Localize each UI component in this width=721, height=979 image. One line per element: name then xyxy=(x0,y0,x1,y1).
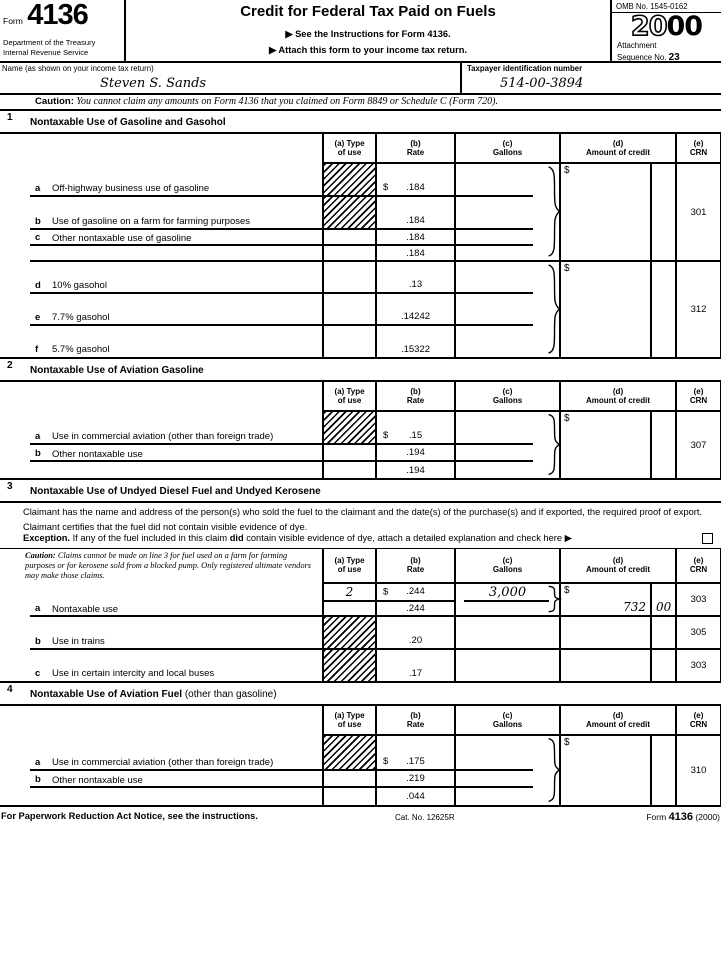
form-header xyxy=(0,0,721,63)
tin-input[interactable]: 514-00-3894 xyxy=(500,76,584,91)
name-label: Name (as shown on your income tax return) xyxy=(2,64,154,73)
instruction-line-2: ▶ Attach this form to your income tax return. xyxy=(269,45,467,55)
section2-number: 2 xyxy=(7,360,13,371)
omb-block xyxy=(610,0,721,64)
name-input[interactable]: Steven S. Sands xyxy=(100,76,207,91)
section2-amount-input[interactable]: $ xyxy=(560,411,651,478)
row-3b-crn: 305 xyxy=(676,616,721,649)
exception-text: Exception. If any of the fuel included in this claim did contain visible evidence of dye, attach a detailed explanation and check here ▶ xyxy=(23,532,572,543)
row-3a-rate2: .244 xyxy=(376,601,455,616)
section4-amount-input[interactable]: $ xyxy=(560,735,651,805)
row-1c-rate1: .184 xyxy=(376,229,455,245)
omb-number: OMB No. 1545-0162 xyxy=(612,0,721,13)
row-1c-gallons-input[interactable] xyxy=(455,229,560,245)
row-1e-rate: .14242 xyxy=(376,293,455,325)
col-header-rate: (b) Rate xyxy=(376,706,455,735)
instruction-line-1: ▶ See the Instructions for Form 4136. xyxy=(285,29,451,39)
section1-table xyxy=(0,134,721,357)
section1-heading: Nontaxable Use of Gasoline and Gasohol xyxy=(30,117,226,128)
row-3b-amount-input[interactable] xyxy=(560,616,651,649)
attachment-sequence xyxy=(612,41,721,64)
row-1a-description: a Off-highway business use of gasoline xyxy=(0,163,323,196)
section4-title xyxy=(0,681,721,706)
row-2b-description: b Other nontaxable use xyxy=(0,444,323,461)
claimant-paragraph-2: Claimant certifies that the fuel did not contain visible evidence of dye. Exception. If any of the fuel included in this claim did contain visible evidence of dye, attach a detailed explanation and check here ▶ xyxy=(23,522,716,544)
row-3a-amount-input[interactable]: $ 732 xyxy=(560,583,651,616)
col-header-type-of-use: (a) Type of use xyxy=(323,549,376,583)
col-header-amount: (d) Amount of credit xyxy=(560,706,676,735)
section4-number: 4 xyxy=(7,683,13,695)
row-1f-type-input[interactable] xyxy=(323,325,376,357)
caution-bold: Caution: xyxy=(35,96,74,107)
section1-title xyxy=(0,111,721,134)
col-header-crn: (e) CRN xyxy=(676,549,721,583)
row-4b2-gallons-input[interactable] xyxy=(455,787,560,805)
tin-field[interactable] xyxy=(460,63,721,93)
col-header-crn: (e) CRN xyxy=(676,134,721,163)
row-3a-gallons-input[interactable]: 3,000 xyxy=(455,583,560,601)
row-1c2-type-input[interactable] xyxy=(323,245,376,261)
section2-table xyxy=(0,382,721,478)
col-header-type-of-use: (a) Type of use xyxy=(323,134,376,163)
tin-label: Taxpayer identification number xyxy=(467,64,583,73)
row-2b2-gallons-input[interactable] xyxy=(455,461,560,478)
section4-crn: 310 xyxy=(676,735,721,805)
section3-table xyxy=(0,549,721,681)
col-header-type-of-use: (a) Type of use xyxy=(323,382,376,411)
section2-crn: 307 xyxy=(676,411,721,478)
row-3c-amount-input[interactable] xyxy=(560,649,651,681)
row-4b-gallons-input[interactable] xyxy=(455,770,560,787)
section4-cents-input[interactable] xyxy=(651,735,676,805)
col-header-crn: (e) CRN xyxy=(676,382,721,411)
section1-group1-cents-input[interactable] xyxy=(651,163,676,261)
row-1e-gallons-input[interactable] xyxy=(455,293,560,325)
row-1b-description: b Use of gasoline on a farm for farming purposes xyxy=(0,196,323,229)
row-1d-description: d 10% gasohol xyxy=(0,261,323,293)
header-spacer xyxy=(0,134,323,163)
col-header-type-of-use: (a) Type of use xyxy=(323,706,376,735)
year-outline: 20 xyxy=(630,11,667,42)
shaded-cell xyxy=(323,163,376,196)
row-4b2-type-input[interactable] xyxy=(323,787,376,805)
row-1e-type-input[interactable] xyxy=(323,293,376,325)
row-3c-rate: .17 xyxy=(376,649,455,681)
exception-line xyxy=(23,533,716,544)
col-header-gallons: (c) Gallons xyxy=(455,706,560,735)
row-4a-description: a Use in commercial aviation (other than foreign trade) xyxy=(0,735,323,770)
section1-group2-cents-input[interactable] xyxy=(651,261,676,357)
row-3a2-gallons-input[interactable] xyxy=(455,601,560,616)
row-2a-description: a Use in commercial aviation (other than foreign trade) xyxy=(0,411,323,444)
dept-line2: Internal Revenue Service xyxy=(3,47,89,57)
paperwork-notice: For Paperwork Reduction Act Notice, see the instructions. xyxy=(1,810,258,821)
section4-heading: Nontaxable Use of Aviation Fuel (other than gasoline) xyxy=(30,688,277,700)
row-3a2-type-input[interactable] xyxy=(323,601,376,616)
row-3b-gallons-input[interactable] xyxy=(455,616,560,649)
row-3a-cents-input[interactable]: 00 xyxy=(651,583,676,616)
row-2a-gallons-input[interactable] xyxy=(455,411,560,444)
footer-form-id: Form 4136 (2000) xyxy=(646,810,720,823)
section3-title xyxy=(0,478,721,503)
section3-number: 3 xyxy=(7,481,13,492)
shaded-cell xyxy=(323,649,376,681)
row-4b-rate2: .044 xyxy=(376,787,455,805)
section1-group1-amount-input[interactable]: $ xyxy=(560,163,651,261)
form-number-block xyxy=(0,0,126,61)
section1-group2-amount-input[interactable]: $ xyxy=(560,261,651,357)
shaded-cell xyxy=(323,411,376,444)
row-1b-gallons-input[interactable] xyxy=(455,196,560,229)
row-1d-rate: .13 xyxy=(376,261,455,293)
section3-caution-note: Caution: Claims cannot be made on line 3 for fuel used on a farm for farming purposes or for kerosene sold from a blocked pump. Only registered ultimate vendors may make those claims. xyxy=(25,550,312,581)
col-header-gallons: (c) Gallons xyxy=(455,134,560,163)
row-1a-rate: $ .184 xyxy=(376,163,455,196)
header-spacer xyxy=(0,382,323,411)
row-3a-description: a Nontaxable use xyxy=(0,601,323,616)
row-3b-description: b Use in trains xyxy=(0,616,323,649)
row-1c-type-input[interactable] xyxy=(323,229,376,245)
row-4b2-description xyxy=(0,787,323,805)
row-1a-gallons-input[interactable] xyxy=(455,163,560,196)
page-title: Credit for Federal Tax Paid on Fuels xyxy=(240,3,496,20)
form-footer xyxy=(0,807,721,825)
row-2b2-description xyxy=(0,461,323,478)
tax-year xyxy=(612,13,721,41)
row-4b-type-input[interactable] xyxy=(323,770,376,787)
section1-group1-crn: 301 xyxy=(676,163,721,261)
col-header-rate: (b) Rate xyxy=(376,549,455,583)
row-4a-rate: $ .175 xyxy=(376,735,455,770)
row-3a-crn: 303 xyxy=(676,583,721,616)
row-2b2-type-input[interactable] xyxy=(323,461,376,478)
col-header-amount: (d) Amount of credit xyxy=(560,382,676,411)
col-header-crn: (e) CRN xyxy=(676,706,721,735)
row-1f-gallons-input[interactable] xyxy=(455,325,560,357)
row-3a-type-input[interactable]: 2 xyxy=(323,583,376,601)
row-1f-rate: .15322 xyxy=(376,325,455,357)
row-2b-gallons-input[interactable] xyxy=(455,444,560,461)
year-solid: 00 xyxy=(666,11,703,42)
section3-certifications xyxy=(0,503,721,549)
form-title-block xyxy=(126,0,610,61)
row-1d-type-input[interactable] xyxy=(323,261,376,293)
section4-table xyxy=(0,706,721,805)
row-1f-description: f 5.7% gasohol xyxy=(35,344,110,355)
section1-group2-crn: 312 xyxy=(676,261,721,357)
row-4a-gallons-input[interactable] xyxy=(455,735,560,770)
attachment-label: Attachment xyxy=(617,41,657,50)
row-4b-rate1: .219 xyxy=(376,770,455,787)
row-1e-description: e 7.7% gasohol xyxy=(0,293,323,325)
row-1b-rate: .184 xyxy=(376,196,455,229)
col-header-amount: (d) Amount of credit xyxy=(560,134,676,163)
form-number: 4136 xyxy=(27,0,88,31)
col-header-gallons: (c) Gallons xyxy=(455,382,560,411)
row-3a-rate1: $ .244 xyxy=(376,583,455,601)
section3-heading: Nontaxable Use of Undyed Diesel Fuel and Undyed Kerosene xyxy=(30,486,321,497)
row-2b-rate1: .194 xyxy=(376,444,455,461)
header-spacer xyxy=(0,706,323,735)
row-1d-gallons-input[interactable] xyxy=(455,261,560,293)
col-header-rate: (b) Rate xyxy=(376,134,455,163)
col-header-gallons: (c) Gallons xyxy=(455,549,560,583)
row-3c-gallons-input[interactable] xyxy=(455,649,560,681)
shaded-cell xyxy=(323,196,376,229)
shaded-cell xyxy=(323,735,376,770)
caution-banner xyxy=(0,95,721,111)
taxpayer-row xyxy=(0,63,721,95)
row-1c2-description xyxy=(0,245,323,261)
row-1c2-gallons-input[interactable] xyxy=(455,245,560,261)
row-2b-type-input[interactable] xyxy=(323,444,376,461)
dye-exception-checkbox[interactable] xyxy=(702,533,713,544)
row-3c-description: c Use in certain intercity and local buses xyxy=(35,667,215,679)
department-lines xyxy=(3,38,95,57)
section2-cents-input[interactable] xyxy=(651,411,676,478)
row-3c-cents-input[interactable] xyxy=(651,649,676,681)
col-header-amount: (d) Amount of credit xyxy=(560,549,676,583)
name-field[interactable] xyxy=(0,63,460,93)
row-3b-cents-input[interactable] xyxy=(651,616,676,649)
row-1c-description: c Other nontaxable use of gasoline xyxy=(0,229,323,245)
shaded-cell xyxy=(323,616,376,649)
row-4b-description: b Other nontaxable use xyxy=(0,770,323,787)
sequence-number: 23 xyxy=(668,52,680,64)
row-2a-rate: $ .15 xyxy=(376,411,455,444)
section2-title xyxy=(0,357,721,382)
section2-heading: Nontaxable Use of Aviation Gasoline xyxy=(30,365,204,376)
caution-text: You cannot claim any amounts on Form 4136 that you claimed on Form 8849 or Schedule C (Form 720). xyxy=(73,96,498,107)
row-3c-crn: 303 xyxy=(676,649,721,681)
row-3b-rate: .20 xyxy=(376,616,455,649)
row-2b-rate2: .194 xyxy=(376,461,455,478)
section1-number: 1 xyxy=(7,112,13,123)
catalog-number: Cat. No. 12625R xyxy=(395,812,455,822)
row-1c-rate2: .184 xyxy=(376,245,455,261)
form-word: Form xyxy=(3,16,23,26)
claimant-paragraph-1: Claimant has the name and address of the person(s) who sold the fuel to the claimant and the date(s) of the purchase(s) and if exported, the required proof of export. xyxy=(23,507,703,517)
sequence-label: Sequence No. xyxy=(617,53,667,63)
dept-line1: Department of the Treasury xyxy=(3,38,96,48)
col-header-rate: (b) Rate xyxy=(376,382,455,411)
